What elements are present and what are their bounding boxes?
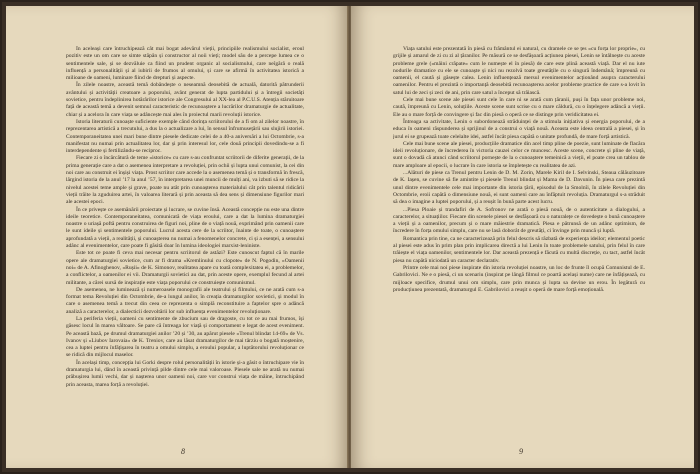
paragraph: Cele mai bune scene ale piesei, producțiile dramatice din acel timp pline de poezie, sunt luminate de flacăra ideii revoluționare, de încrederea în victoria cauzei celor ce muncesc. Aceste scene, concrete și pline de viață, sunt o dovadă că atunci când scriitorul pornește de la o cunoaștere temeinică a vieții, el poate crea un tablou de mare amploare al epocii, o lucrare în care istoria se împletește cu realitatea de azi. xyxy=(393,140,645,169)
paragraph: ...Alături de piese ca Trenul pentru Lenin de D. M. Zorin, Marele Kiril de I. Selvinski, Steaua călăuzitoare de K. Iașen, se cuvine să fie amintite și piesele Trenul blindat și Mama de D. Davunin. În piesa care prezintă unul dintre evenimentele cele mai importante din istoria țării, episodul de la Smolnîi, în zilele Revoluției din Octombrie, eroii capătă o dimensiune nouă, ei sunt oameni care au înfăptuit revoluția. Dramaturgul s-a străduit să dea o imagine a luptei poporului, și a reușit în bună parte acest lucru. xyxy=(393,170,645,206)
paragraph: ...Piesa Ploaie și trandafiri de A. Sofronov ne arată o piesă nouă, de o autenticitate a dialogului, a caracterelor, a situațiilor. Fiecare din scenele piesei se desfășoară cu o naturalețe ce dovedește o bună cunoaștere a vieții și a oamenilor, precum și o mare măiestrie dramatică. Piesa e pătrunsă de un adânc optimism, de încredere în forța omului simplu, care nu se lasă doborât de greutăți, ci învinge prin muncă și luptă. xyxy=(393,206,645,235)
paragraph: Istoria literaturii cunoaște suficiente exemple când dorința scriitorului de a fi om al zilelor noastre, în reprezentarea artistică a trecutului, a dus la o actualizare a lui, în sensul înfrumusețării sau slujirii istoriei. Contemporaneitatea unei mari bune dintre piesele dedicate celei de a 40-a aniversări a lui Octombrie, s-a manifestat nu numai prin actualitatea lor, dar și prin interesul lor, cele două principii dovedindu-se a fi interdependente și fertilizându-se reciproc. xyxy=(66,118,304,155)
paragraph: În același timp, concepția lui Gorki despre rolul personalității în istorie și-a găsit o întruchipare vie în dramaturgia lui, dând în această privință pilde dintre cele mai valoroase. Piesele sale ne arată nu numai prăbușirea lumii vechi, dar și nașterea unor oameni noi, care vor construi viața de mâine, întruchipând prin aceasta, marea forță a revoluției. xyxy=(66,359,304,388)
paragraph: De asemenea, ne luminează și numeroasele monografii ale teatrului și filmului, ce ne arată cum s-a format tema Revoluției din Octombrie, de-a lungul anilor, în creația dramaturgilor sovietici, și modul în care o asemenea temă a trecut din ceea ce reprezenta o simplă reconstituire a faptelor spre o adâncă analiză a caracterelor, a dialecticii dezvoltării lor sub influența evenimentelor revoluționare. xyxy=(66,286,304,315)
paragraph: Fiecare zi o încărcătură de teme «istorice» cu care s-au confruntat scriitorii de diferite generații, de la prima generație care a dat o asemenea interpretare a revoluției, prin ochii și lupta unui comunist, la cei din noi care au construit ei înșiși viața. Prost scriitor care accede la o asemenea temă și o transformă în frescă, lărgind istoria de la anul ’17 la anul ’57, în interpretarea unei muncii de mulți ani, va izbuti să se ridice la nivelul acestei teme ample și grave, poate nu atât prin cunoașterea materialului cât prin talentul ridicării vieții trăite la zguduirea artei, în valoarea literară și prin aceasta să dea sens și dimensiune figurilor mari ale acestei epoci. xyxy=(66,155,304,206)
paragraph: În ce privește ce asemănării proiectate și lucrare, se cuvine însă. Această concepție nu este una dintre ideile teoretice. Contemporaneitatea, comunicată de viața eroului, care a dat la lumina dramaturgiei noastre o uriașă poftă pentru construirea de figuri noi, pline de o viață nouă, exprimând prin oamenii care le sunt ideile și sentimentele poporului. Lucrul acesta cere de la scriitor, înainte de toate, o cunoaștere aprofundată a vieții, a realității, și cunoașterea nu numai a fenomenelor concrete, ci și a esenței, a sensului adânc al evenimentelor, care poate fi găsită doar în lumina ideologiei marxist-leniniste. xyxy=(66,206,304,250)
open-book xyxy=(2,2,698,472)
paragraph: Viața satului este prezentată în piesă cu frământul ei natural, cu dramele ce se țes «cu forța lor proprie», cu grijile și amarul de zi cu zi al țăranilor. Pe măsură ce se desfășoară acțiunea piesei, Lenin se întâlnește cu aceste probleme grele («mâini crăpate» cum le numește el în piesă) de care este plină această viață. Dar el nu iute nodurile dramatice cu ele se cunoaște și nici nu rezolvă toate greutățile cu o singură îndemână; împreună cu oamenii, el caută și găsește calea. Lenin influențează mersul evenimentelor acționând asupra caracterului oamenilor. Pentru el prezintă o importanță deosebită recunoașterea acelor probleme practice de care s-a lovit în satul lui de zeci și zeci de ani, prin care satul a început să trăiască. xyxy=(393,46,645,96)
paragraph: Întreaga sa activitate, Lenin o subordonează străduinței de a stimula inițiativa și energia poporului, de a educa în oameni răspunderea și sprijinul de a construi o viață nouă. Aceasta este ideea centrală a piesei, și în jurul ei se grupează toate celelalte idei, astfel încât piesa capătă o unitate profundă, de mare forță artistică. xyxy=(393,118,645,140)
paragraph: Romantica prin tine, ca ne caracterizează prin felul descris să răzbată de experiența ideilor; elementul poetic al piesei este adus în prim plan prin implicarea directă a lui Lenin în toate problemele satului, prin felul în care trăiește el viața oamenilor, sentimentele lor. Dar această prezență e făcută cu multă discreție, cu tact, astfel încât piesa nu capătă niciodată un caracter declarativ. xyxy=(393,235,645,264)
paragraph: La periferia vieții, oameni cu sentimente de zbucium sau de dragoste, cu tot ce au mai frumos, își găsesc locul în marea vâltoare. Se pare că întreaga lor viață și comportament e legat de acest eveniment. Pe această bază, pe drumul dramaturgiei anilor ’20 și ’30, au apărut piesele «Trenul blindat 14-69» de Vs. Ivanov și «Liubov Iarovaia» de K. Treniov, care au lăsat dramaturgilor de mai târziu o bogată moștenire, cea a luptei pentru înfățișarea în teatru a omului simplu, a eroului popular, a luptătorului revoluționar ce se ridică din mijlocul maselor. xyxy=(66,315,304,359)
paragraph: Cele mai bune scene ale piesei sunt cele în care ni se arată cum țăranii, puși în fața unor probleme noi, caută, împreună cu Lenin, soluțiile. Aceste scene sunt scrise cu o mare căldură, cu o înțelegere adâncă a vieții. Ele au o mare forță de convingere și fac din piesă o operă ce se distinge prin veridicitatea ei. xyxy=(393,97,645,118)
paragraph: În zilele noastre, această temă dobândește o neseamnă deosebită de actuală, datorită pătrunderii avântului și activității creatoare a poporului, avânt generat de lupta partidului și a întregii societăți sovietice, pentru îndeplinirea hotărârilor istorice ale Congresului al XX-lea al P.C.U.S. Atenția stăruitoare față de această temă a devenit semnul caracteristic de recunoaștere a lucrărilor dramaturgie de actualitate, chiar și a acelora în care viața se adâncește mai ales în proiectul marii revoluții istorice. xyxy=(66,82,304,118)
right-page-text xyxy=(393,46,645,442)
paragraph: Este tot ce poate fi ceva mai necesar pentru scriitorul de astăzi? Este cunoscut faptul că în marile opere ale dramaturgiei sovietice, cum ar fi drama «Kremlinului cu clopote» de N. Pogodin, «Oamenii noi» de A. Afinoghenov, «Rușii» de K. Simonov, realitatea apare cu toată complexitatea ei, a problemelor, a conflictelor, a oamenilor ei vii. Dramaturgii sovietici au dat, prin aceste opere, exemplul fecund al artei militante, a cărei sursă de inspirație este viața poporului ce construiește comunismul. xyxy=(66,250,304,286)
paragraph: Printre cele mai noi piese inspirate din istoria revoluției noastre, un loc de frunte îl ocupă Comunistul de E. Gabrilovici. Ne e o piesă, ci un scenariu (inspirat pe lângă filmul ce poartă același nume) care ne înfățișează, cu mijloace specifice, drumul unui om simplu, care prin munca și lupta sa devine un erou. În legătură cu producțiunea prezentată, dramaturgul E. Gabrilovici a reușit o operă de mare forță emoțională. xyxy=(393,264,645,293)
page-number-left: 8 xyxy=(181,447,185,456)
page-number-right: 9 xyxy=(519,447,523,456)
left-page-text xyxy=(66,46,304,442)
right-page xyxy=(351,6,694,468)
left-page xyxy=(6,6,349,468)
paragraph: În aceleași care întruchipează cât mai bogat adevărul vieții, principiile realismului socialist, eroul pozitiv este un om care se simte stăpân și constructor al noii vieți; model său de a percepe lumea ce o sentimentele sale, și se dezvăluie ca fiind un prudent organic al socialismului, care neîgărâ o reală influență a personalității și al iubirii de frumos al omului, și care se afirmă în activitatea istorică a milioane de oameni, luminare fiind de drepturi și aspecte. xyxy=(66,46,304,82)
